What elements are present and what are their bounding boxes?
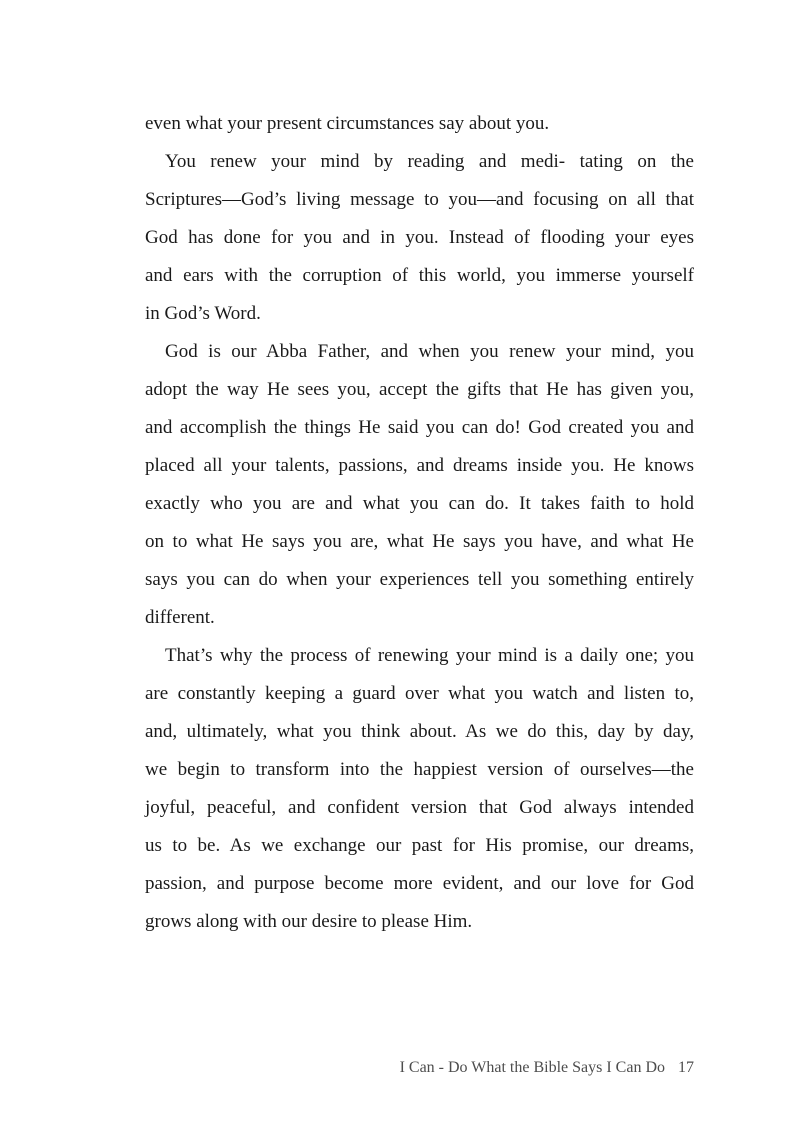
text-line: grows along with our desire to please Him. [145, 911, 473, 932]
page-body-text [145, 105, 694, 941]
text-line: passion, and purpose become more evident, and our love for God [145, 873, 694, 894]
text-line: Scriptures—God’s living message to you—and focusing on all that [145, 189, 694, 210]
text-line: are constantly keeping a guard over what you watch and listen to, [145, 683, 694, 704]
text-line: in God’s Word. [145, 303, 261, 324]
text-line: That’s why the process of renewing your mind is a daily one; you [165, 645, 694, 666]
page-number: 17 [678, 1059, 694, 1076]
text-line: different. [145, 607, 215, 628]
text-line: and accomplish the things He said you can do! God created you and [145, 417, 694, 438]
text-line: adopt the way He sees you, accept the gifts that He has given you, [145, 379, 694, 400]
text-line: us to be. As we exchange our past for His promise, our dreams, [145, 835, 694, 856]
text-line: You renew your mind by reading and medi- tating on the [165, 151, 694, 172]
text-line: exactly who you are and what you can do. It takes faith to hold [145, 493, 694, 514]
paragraph [145, 333, 694, 637]
text-line: even what your present circumstances say about you. [145, 113, 550, 134]
running-footer [400, 1056, 694, 1080]
text-line: on to what He says you are, what He says you have, and what He [145, 531, 694, 552]
text-line: placed all your talents, passions, and dreams inside you. He knows [145, 455, 694, 476]
paragraph [145, 637, 694, 941]
text-line: says you can do when your experiences tell you something entirely [145, 569, 694, 590]
footer-book-title: I Can - Do What the Bible Says I Can Do [399, 1059, 665, 1076]
text-line: we begin to transform into the happiest version of ourselves—the [145, 759, 694, 780]
paragraph [145, 105, 694, 143]
text-line: and, ultimately, what you think about. As we do this, day by day, [145, 721, 694, 742]
paragraph [145, 143, 694, 333]
text-line: joyful, peaceful, and confident version that God always intended [145, 797, 694, 818]
text-line: God is our Abba Father, and when you renew your mind, you [165, 341, 694, 362]
text-line: and ears with the corruption of this world, you immerse yourself [145, 265, 694, 286]
text-line: God has done for you and in you. Instead of flooding your eyes [145, 227, 694, 248]
